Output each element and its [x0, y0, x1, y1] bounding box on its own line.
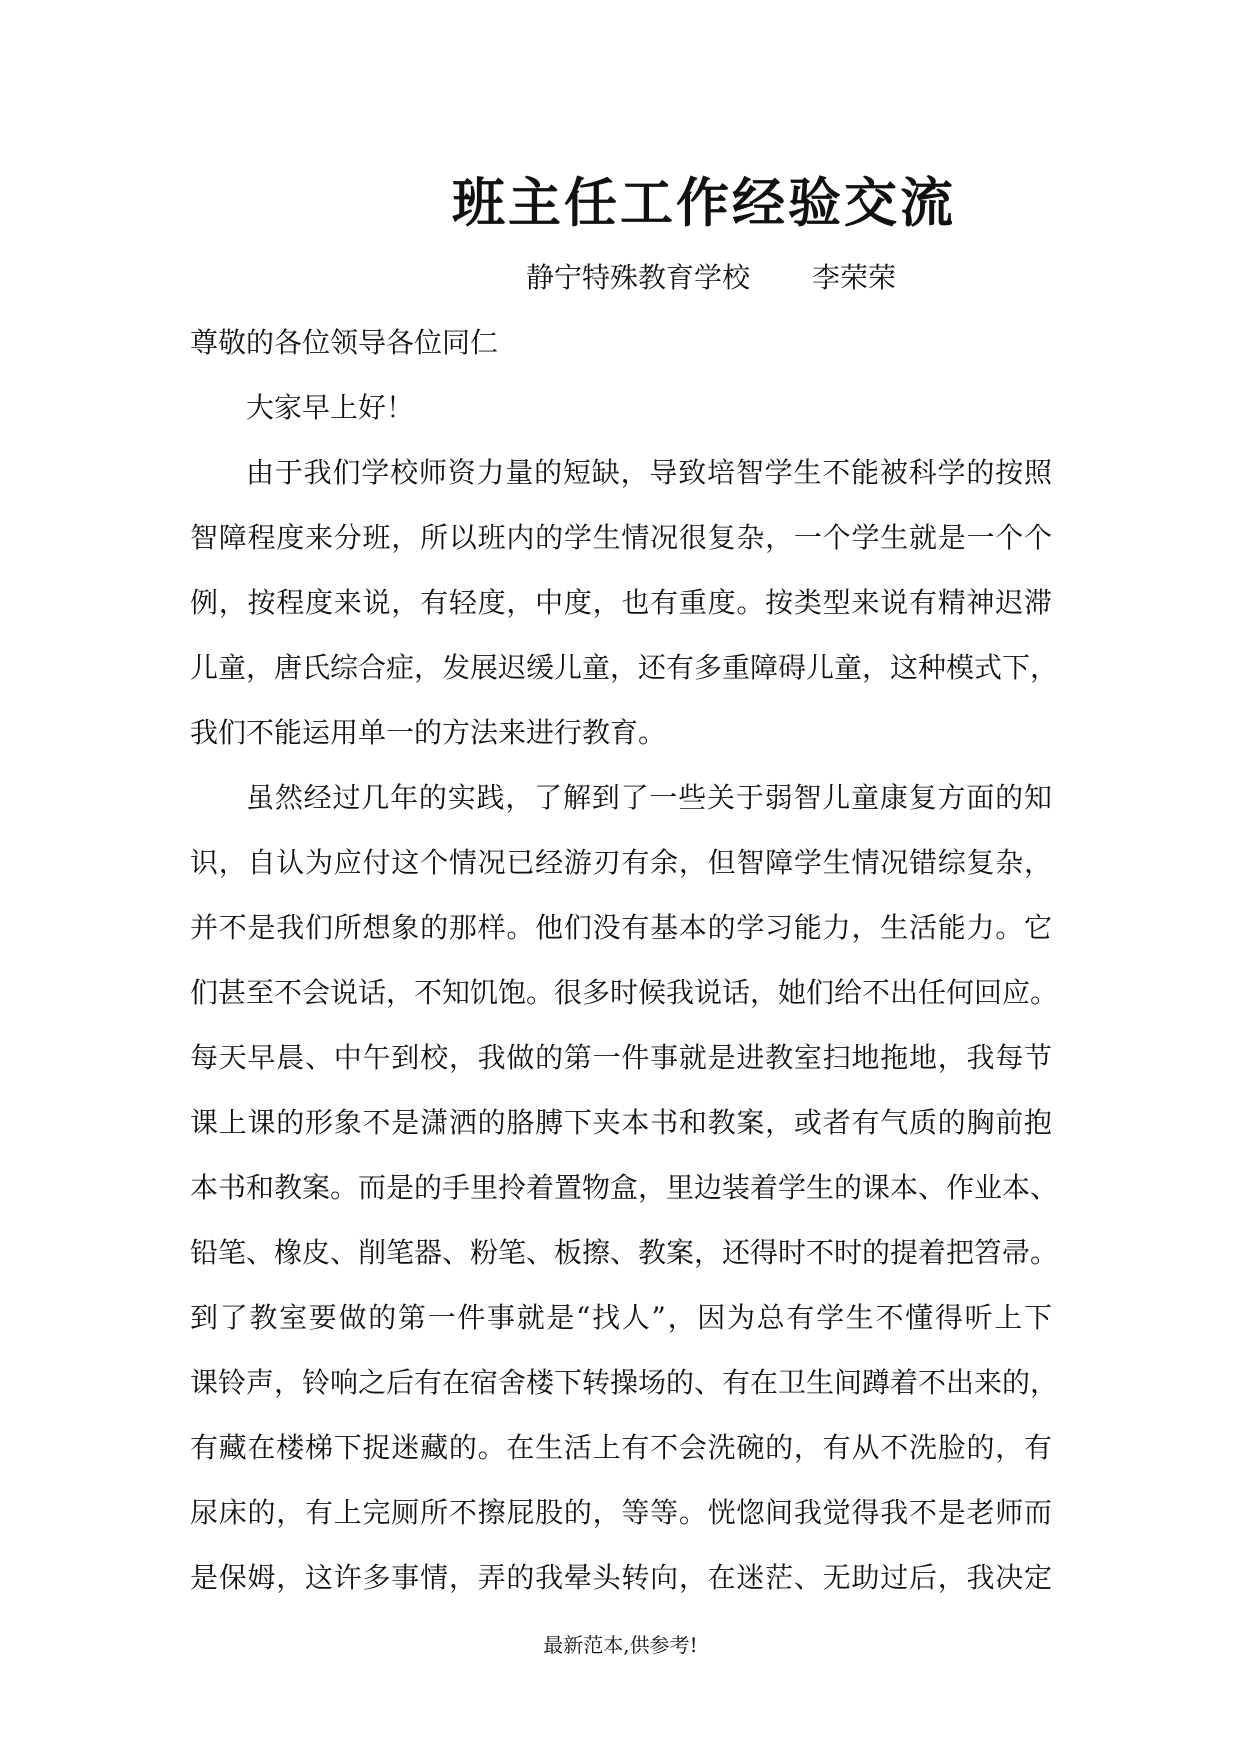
- paragraph2-line: 虽然经过几年的实践，了解到了一些关于弱智儿童康复方面的知: [246, 781, 1052, 814]
- paragraph2-line: 识，自认为应付这个情况已经游刃有余，但智障学生情况错综复杂，: [190, 846, 1052, 879]
- paragraph1-line: 我们不能运用单一的方法来进行教育。: [190, 716, 667, 749]
- paragraph2-line: 是保姆，这许多事情，弄的我晕头转向，在迷茫、无助过后，我决定: [190, 1561, 1052, 1594]
- byline: [526, 258, 896, 298]
- paragraph2-line: 到了教室要做的第一件事就是“找人”，因为总有学生不懂得听上下: [190, 1301, 1052, 1334]
- paragraph1-line: 智障程度来分班，所以班内的学生情况很复杂，一个学生就是一个个: [190, 521, 1052, 554]
- page-footer: 最新范本,供参考!: [543, 1633, 698, 1657]
- paragraph1-line: 例，按程度来说，有轻度，中度，也有重度。按类型来说有精神迟滞: [190, 586, 1052, 619]
- paragraph2-line: 课上课的形象不是潇洒的胳膊下夹本书和教案，或者有气质的胸前抱: [190, 1106, 1052, 1139]
- school-name: 静宁特殊教育学校: [526, 261, 751, 294]
- paragraph1-line: 儿童，唐氏综合症，发展迟缓儿童，还有多重障碍儿童，这种模式下，: [190, 651, 1059, 684]
- paragraph1-line: 由于我们学校师资力量的短缺，导致培智学生不能被科学的按照: [246, 456, 1052, 489]
- salutation: 尊敬的各位领导各位同仁: [190, 326, 499, 359]
- paragraph2-line: 本书和教案。而是的手里拎着置物盒，里边装着学生的课本、作业本、: [190, 1171, 1059, 1204]
- paragraph2-line: 们甚至不会说话，不知饥饱。很多时候我说话，她们给不出任何回应。: [190, 976, 1059, 1009]
- author-name: 李荣荣: [812, 261, 897, 294]
- greeting: 大家早上好！: [246, 391, 415, 424]
- document-title: 班主任工作经验交流: [452, 172, 956, 234]
- paragraph2-line: 每天早晨、中午到校，我做的第一件事就是进教室扫地拖地，我每节: [190, 1041, 1052, 1074]
- paragraph2-line: 并不是我们所想象的那样。他们没有基本的学习能力，生活能力。它: [190, 911, 1052, 944]
- paragraph2-line: 铅笔、橡皮、削笔器、粉笔、板擦、教案，还得时不时的提着把笤帚。: [190, 1236, 1059, 1269]
- paragraph2-line: 尿床的，有上完厕所不擦屁股的，等等。恍惚间我觉得我不是老师而: [190, 1496, 1052, 1529]
- paragraph2-line: 课铃声，铃响之后有在宿舍楼下转操场的、有在卫生间蹲着不出来的，: [190, 1366, 1059, 1399]
- paragraph2-line: 有藏在楼梯下捉迷藏的。在生活上有不会洗碗的，有从不洗脸的，有: [190, 1431, 1052, 1464]
